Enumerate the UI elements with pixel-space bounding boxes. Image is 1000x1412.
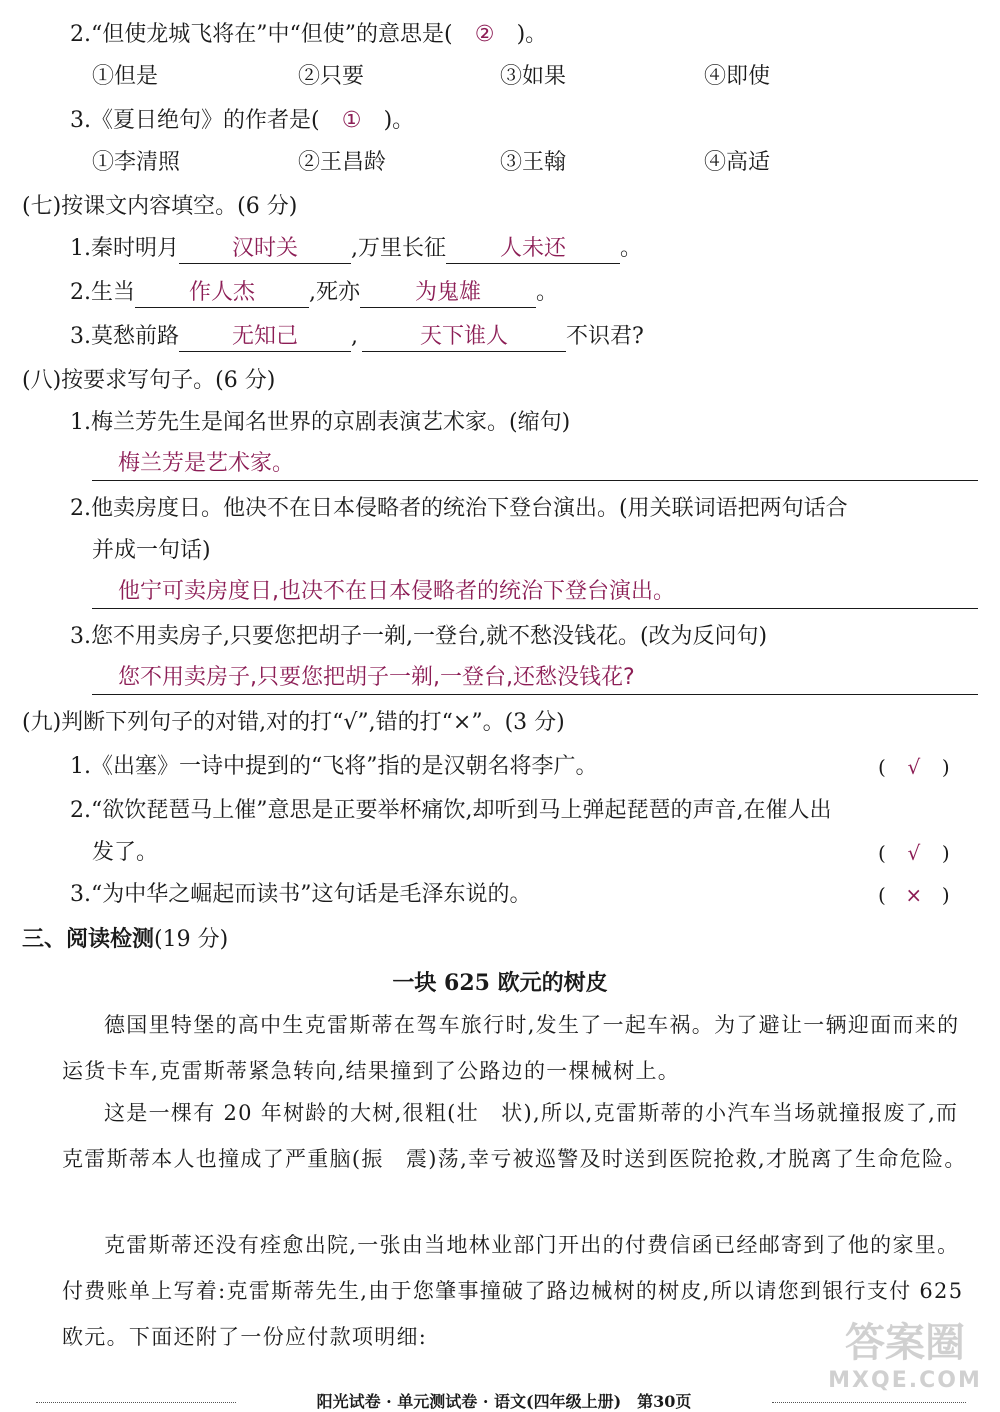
q6-2-answer: ② <box>474 22 495 47</box>
s7-blank-6: 天下谁人 <box>362 323 566 352</box>
s8-q3-answer: 您不用卖房子,只要您把胡子一剃,一登台,还愁没钱花? <box>118 665 635 690</box>
section-9-heading: (九)判断下列句子的对错,对的打“√”,错的打“×”。(3 分) <box>22 710 565 735</box>
s7-blank-1: 汉时关 <box>179 235 351 264</box>
section-7-heading: (七)按课文内容填空。(6 分) <box>22 194 298 219</box>
s9-q1-text: 1.《出塞》一诗中提到的“飞将”指的是汉朝名将李广。 <box>70 754 598 779</box>
s8-q1-text: 1.梅兰芳先生是闻名世界的京剧表演艺术家。(缩句) <box>70 410 571 435</box>
passage-paragraph-3: 克雷斯蒂还没有痊愈出院,一张由当地林业部门开出的付费信函已经邮寄到了他的家里。付费账单上写着:克雷斯蒂先生,由于您肇事撞破了路边械树的树皮,所以请您到银行支付 625 欧元。下面还附了一份应付款项明细: <box>62 1233 964 1349</box>
passage-paragraph-2: 这是一棵有 20 年树龄的大树,很粗(壮 状),所以,克雷斯蒂的小汽车当场就撞报废了,而克雷斯蒂本人也撞成了严重脑(振 震)荡,幸亏被巡警及时送到医院抢救,才脱离了生命危险。 <box>62 1101 967 1171</box>
q6-3-question: 3.《夏日绝句》的作者是( ① )。 <box>70 106 414 136</box>
q6-2-question: 2.“但使龙城飞将在”中“但使”的意思是( ② )。 <box>70 20 547 50</box>
q6-3-option-3: ③王翰 <box>500 150 567 175</box>
s9-q2-text-1: 2.“欲饮琵琶马上催”意思是正要举杯痛饮,却听到马上弹起琵琶的声音,在催人出 <box>70 798 832 823</box>
s8-q1-answer: 梅兰芳是艺术家。 <box>118 451 295 476</box>
passage-paragraph-1: 德国里特堡的高中生克雷斯蒂在驾车旅行时,发生了一起车祸。为了避让一辆迎面而来的运货卡车,克雷斯蒂紧急转向,结果撞到了公路边的一棵械树上。 <box>62 1013 960 1083</box>
s8-q3-answer-line <box>92 662 978 695</box>
s9-q1-mark: √ <box>907 755 921 779</box>
s9-q2-text-2: 发了。 <box>92 840 159 865</box>
s7-line-1: 1.秦时明月 汉时关 ,万里长征 人未还 。 <box>70 234 642 264</box>
s8-q1-answer-line <box>92 448 978 481</box>
s7-blank-2: 人未还 <box>446 235 620 264</box>
q6-3-option-4: ④高适 <box>704 150 771 175</box>
s8-q2-text-1: 2.他卖房度日。他决不在日本侵略者的统治下登台演出。(用关联词语把两句话合 <box>70 496 848 521</box>
q6-3-answer: ① <box>341 108 362 133</box>
s7-blank-5: 无知己 <box>179 323 351 352</box>
s7-blank-3: 作人杰 <box>135 279 309 308</box>
s8-q3-text: 3.您不用卖房子,只要您把胡子一剃,一登台,就不愁没钱花。(改为反问句) <box>70 624 768 649</box>
s7-blank-4: 为鬼雄 <box>360 279 536 308</box>
passage-title: 一块 625 欧元的树皮 <box>392 970 608 996</box>
section-3-heading: 三、阅读检测(19 分) <box>22 926 229 952</box>
s9-q2-judge: ( √ ) <box>878 838 950 868</box>
s8-q2-answer-line <box>92 576 978 609</box>
s9-q3-mark: × <box>905 883 923 907</box>
section-8-heading: (八)按要求写句子。(6 分) <box>22 368 276 393</box>
s9-q3-text: 3.“为中华之崛起而读书”这句话是毛泽东说的。 <box>70 882 532 907</box>
footer-text: 阳光试卷 · 单元测试卷 · 语文(四年级上册) 第30页 <box>316 1392 692 1411</box>
q6-2-option-3: ③如果 <box>500 64 567 89</box>
footer-rule-left <box>36 1402 236 1403</box>
s9-q1-judge: ( √ ) <box>878 752 950 782</box>
q6-3-option-2: ②王昌龄 <box>298 150 387 175</box>
s8-q2-text-2: 并成一句话) <box>92 538 211 563</box>
q6-2-option-4: ④即使 <box>704 64 771 89</box>
q6-2-option-2: ②只要 <box>298 64 365 89</box>
q6-2-option-1: ①但是 <box>92 64 159 89</box>
s7-line-3: 3.莫愁前路 无知己 , 天下谁人 不识君? <box>70 322 644 352</box>
s7-line-2: 2.生当 作人杰 ,死亦 为鬼雄 。 <box>70 278 558 308</box>
watermark-logo: 答案圈 MXQE.COM <box>828 1320 982 1393</box>
s9-q2-mark: √ <box>907 841 921 865</box>
q6-3-option-1: ①李清照 <box>92 150 181 175</box>
s9-q3-judge: ( × ) <box>878 880 950 910</box>
s8-q2-answer: 他宁可卖房度日,也决不在日本侵略者的统治下登台演出。 <box>118 579 675 604</box>
